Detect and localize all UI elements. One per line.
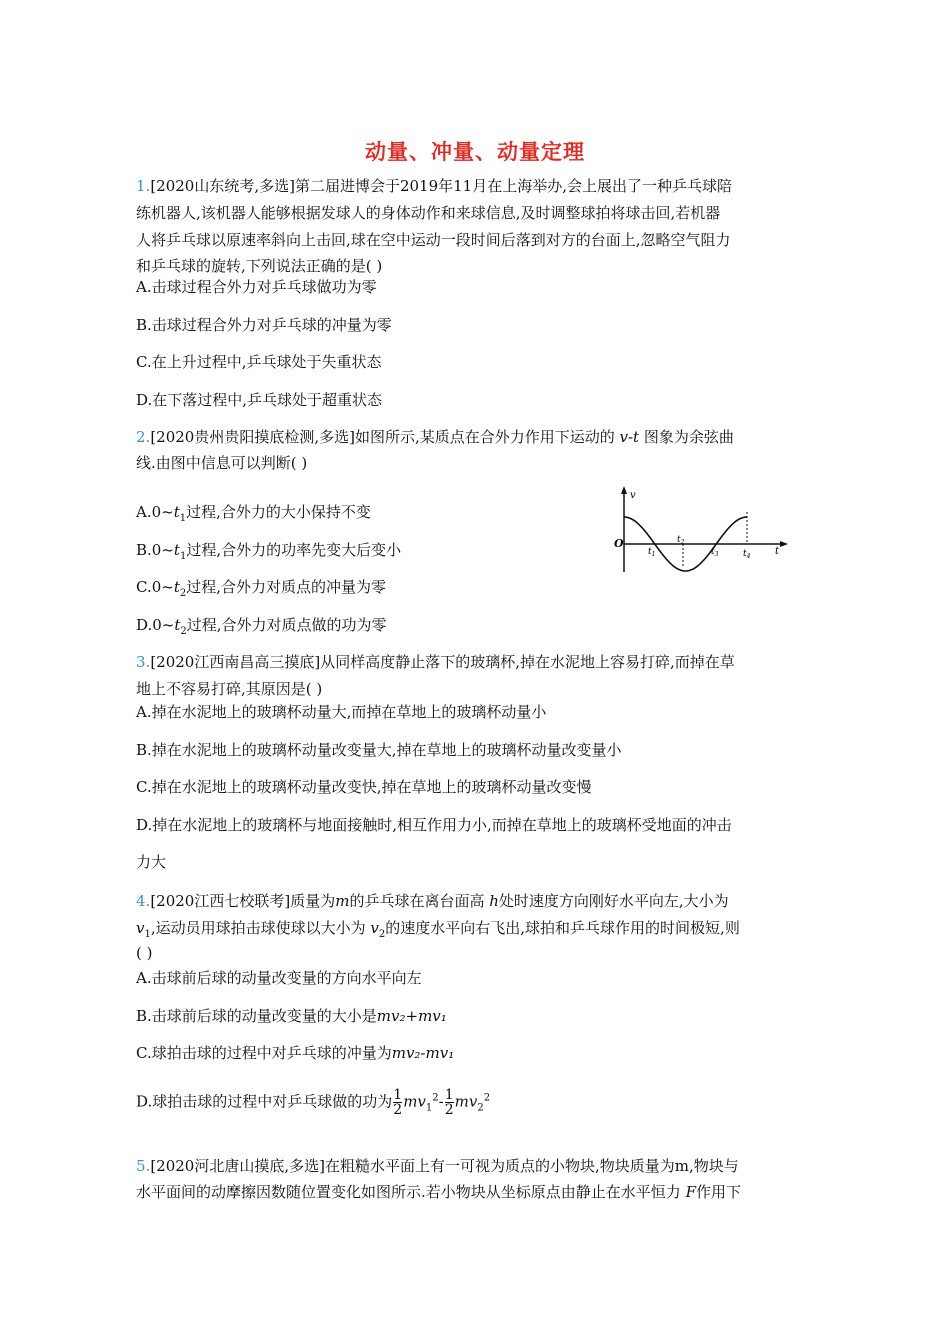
t1-label (648, 547, 655, 558)
q1-option-c: C.在上升过程中,乒乓球处于失重状态 (136, 353, 382, 371)
q3-option-c: C.掉在水泥地上的玻璃杯动量改变快,掉在草地上的玻璃杯动量改变慢 (136, 778, 592, 796)
q2-option-b-t: t (173, 541, 180, 559)
q4-line-3: ( ) (136, 944, 153, 962)
q5-text-1: [2020河北唐山摸底,多选]在粗糙水平面上有一可视为质点的小物块,物块质量为m,物块与 (150, 1157, 739, 1175)
q4-line-2 (136, 918, 740, 945)
q4-option-a: A.击球前后球的动量改变量的方向水平向左 (136, 969, 422, 987)
t3-label-t: t (711, 547, 715, 557)
q5-F-symbol: F (685, 1183, 696, 1201)
q2-text-1b: 图象为余弦曲 (643, 428, 734, 446)
q2-option-a (136, 502, 371, 529)
v-axis-arrow-icon (621, 486, 627, 494)
q4-v2-symbol: v (370, 919, 379, 937)
q2-option-b (136, 540, 401, 567)
q1-option-a: A.击球过程合外力对乒乓球做功为零 (136, 278, 377, 296)
frac-den-1: 2 (393, 1102, 403, 1118)
q3-option-d: D.掉在水泥地上的玻璃杯与地面接触时,相互作用力小,而掉在草地上的玻璃杯受地面的冲击 (136, 816, 732, 834)
q4-option-d-sup2: 2 (483, 1092, 491, 1104)
q1-line-2: 练机器人,该机器人能够根据发球人的身体动作和来球信息,及时调整球拍将球击回,若机器 (136, 204, 721, 222)
q2-option-b-sub: 1 (179, 551, 187, 562)
t2-label-sub: 2 (680, 539, 685, 546)
q4-text-1a: [2020江西七校联考]质量为 (150, 892, 336, 910)
q2-option-c-pre: C.0~ (136, 578, 174, 596)
t-axis-label: t (775, 546, 780, 557)
q1-line-3: 人将乒乓球以原速率斜向上击回,球在空中运动一段时间后落到对方的台面上,忽略空气阻力 (136, 231, 731, 249)
q5-line-1 (136, 1156, 739, 1176)
q4-option-d-mv2: mv (454, 1092, 478, 1111)
q2-line-1 (136, 427, 734, 447)
q5-text-2b: 作用下 (695, 1183, 741, 1201)
q3-option-b: B.掉在水泥地上的玻璃杯动量改变量大,掉在草地上的玻璃杯动量改变量小 (136, 741, 622, 759)
q2-option-c-post: 过程,合外力对质点的冲量为零 (186, 578, 387, 596)
q4-option-c-text: C.球拍击球的过程中对乒乓球的冲量为 (136, 1044, 392, 1062)
frac-den-2: 2 (444, 1102, 454, 1118)
q1-number: 1. (136, 177, 151, 195)
fraction-half-1 (393, 1088, 402, 1117)
q2-number: 2. (136, 428, 151, 446)
q3-line-2: 地上不容易打碎,其原因是( ) (136, 680, 323, 698)
q2-vt-symbol: v-t (619, 428, 640, 446)
q2-text-1a: [2020贵州贵阳摸底检测,多选]如图所示,某质点在合外力作用下运动的 (150, 428, 615, 446)
q4-option-c (136, 1043, 454, 1063)
t3-label (711, 547, 719, 558)
q4-option-d-sub2: 2 (477, 1102, 484, 1114)
q2-option-a-sub: 1 (179, 513, 187, 524)
q4-h-symbol: h (489, 892, 499, 910)
q4-v1-symbol: v (136, 919, 145, 937)
q5-line-2 (136, 1182, 741, 1202)
t2-label (677, 535, 685, 546)
q4-m-symbol: m (335, 892, 350, 910)
q4-option-c-expr: mv₂-mv₁ (391, 1044, 455, 1062)
q2-option-d-post: 过程,合外力对质点做的功为零 (186, 616, 387, 634)
q3-option-a: A.掉在水泥地上的玻璃杯动量大,而掉在草地上的玻璃杯动量小 (136, 703, 547, 721)
q2-option-d-sub: 2 (180, 626, 187, 637)
q4-text-2a: ,运动员用球拍击球使球以大小为 (150, 919, 366, 937)
q5-text-2a: 水平面间的动摩擦因数随位置变化如图所示.若小物块从坐标原点由静止在水平恒力 (136, 1183, 681, 1201)
q4-option-d-text: D.球拍击球的过程中对乒乓球做的功为 (136, 1092, 393, 1111)
q3-text-1: [2020江西南昌高三摸底]从同样高度静止落下的玻璃杯,掉在水泥地上容易打碎,而掉在草 (150, 653, 735, 671)
q2-option-d (136, 615, 387, 642)
q2-option-c-sub: 2 (179, 588, 187, 599)
q2-option-a-post: 过程,合外力的大小保持不变 (186, 503, 371, 521)
q4-text-1b: 的乒乓球在离台面高 (349, 892, 485, 910)
t4-label (743, 549, 751, 560)
q2-option-b-post: 过程,合外力的功率先变大后变小 (186, 541, 402, 559)
q3-number: 3. (136, 653, 151, 671)
q1-line-1 (136, 176, 732, 196)
q4-option-d-mv1: mv (403, 1092, 426, 1111)
q2-option-d-pre: D.0~ (136, 616, 175, 634)
q2-option-c-t: t (173, 578, 180, 596)
q4-line-1 (136, 891, 729, 911)
q2-option-c (136, 577, 386, 604)
q4-option-d-sub1: 1 (425, 1102, 433, 1114)
t4-label-t: t (743, 549, 747, 559)
q3-option-d-cont: 力大 (136, 853, 167, 871)
q4-text-2b: 的速度水平向右飞出,球拍和乒乓球作用的时间极短,则 (385, 919, 740, 937)
q4-v2-sub: 2 (378, 929, 386, 940)
q4-option-b-expr: mv₂+mv₁ (376, 1007, 447, 1025)
t3-label-sub: 3 (714, 551, 719, 558)
vt-graph-figure (612, 484, 792, 576)
t1-label-sub: 1 (651, 551, 656, 558)
q3-line-1 (136, 652, 735, 672)
t4-label-sub: 4 (746, 553, 751, 560)
q4-number: 4. (136, 892, 151, 910)
origin-label: O (614, 537, 624, 550)
page-title: 动量、冲量、动量定理 (365, 140, 585, 164)
q2-line-2: 线.由图中信息可以判断( ) (136, 454, 308, 472)
q5-number: 5. (136, 1157, 151, 1175)
t2-label-t: t (677, 535, 681, 545)
q2-option-b-pre: B.0~ (136, 541, 174, 559)
q2-option-d-t: t (174, 616, 181, 634)
v-axis-label: v (630, 490, 636, 501)
q1-option-d: D.在下落过程中,乒乓球处于超重状态 (136, 391, 383, 409)
q2-option-a-pre: A.0~ (136, 503, 174, 521)
t1-label-t: t (648, 547, 652, 557)
q1-line-4: 和乒乓球的旋转,下列说法正确的是( ) (136, 257, 383, 275)
frac-num-2: 1 (444, 1087, 454, 1103)
q4-text-1c: 处时速度方向刚好水平向左,大小为 (498, 892, 729, 910)
q2-option-a-t: t (173, 503, 180, 521)
t-axis-arrow-icon (780, 541, 788, 547)
frac-num-1: 1 (393, 1087, 403, 1103)
fraction-half-2 (445, 1088, 454, 1117)
q1-option-b: B.击球过程合外力对乒乓球的冲量为零 (136, 316, 392, 334)
q4-option-d-sup1: 2 (432, 1092, 439, 1104)
q4-option-d (136, 1088, 490, 1119)
q1-text-1: [2020山东统考,多选]第二届进博会于2019年11月在上海举办,会上展出了一种乒乓球陪 (150, 177, 732, 195)
q4-v1-sub: 1 (144, 929, 151, 940)
q4-option-b (136, 1006, 447, 1026)
q4-option-d-minus: - (438, 1092, 444, 1111)
q4-option-b-text: B.击球前后球的动量改变量的大小是 (136, 1007, 377, 1025)
